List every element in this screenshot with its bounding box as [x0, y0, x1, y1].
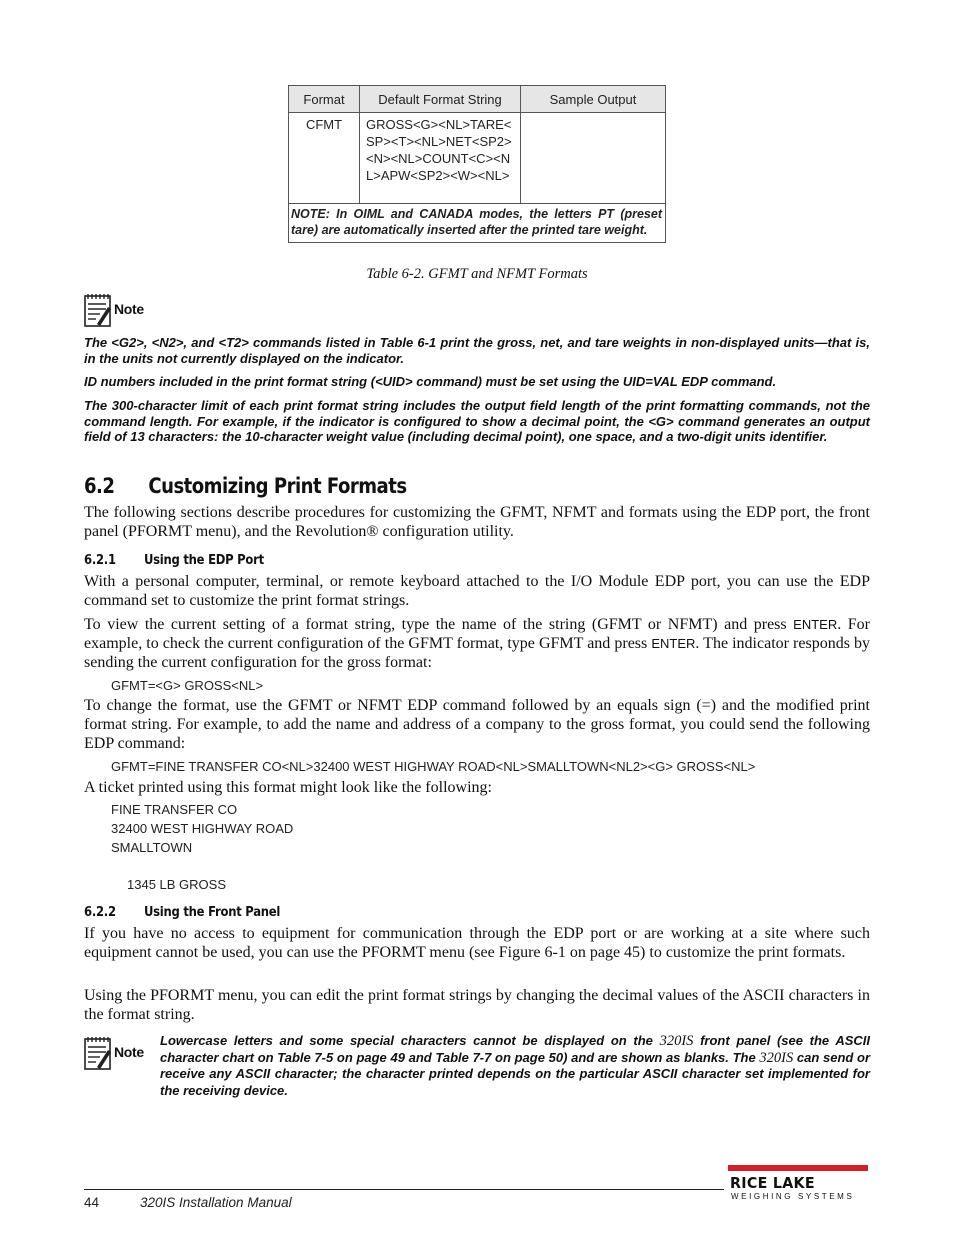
logo-text: RICE LAKE [730, 1174, 815, 1192]
note-heading [84, 293, 144, 327]
subsection-number: 6.2.2 [84, 904, 116, 920]
page-number: 44 [84, 1195, 100, 1210]
paragraph: If you have no access to equipment for communication through the EDP port or are working at a site where such equipment cannot be used, you can use the PFORMT menu (see Figure 6-1 on page 45) to customize the print formats. [84, 925, 870, 961]
note-paragraph: ID numbers included in the print format string (<UID> command) must be set using the UID=VAL EDP command. [84, 374, 777, 389]
subsection-title: Using the EDP Port [143, 552, 264, 568]
note-label: Note [114, 301, 144, 317]
subsection-number: 6.2.1 [84, 552, 116, 568]
col-header-default-string: Default Format String [360, 86, 521, 113]
ticket-line: FINE TRANSFER CO [111, 802, 238, 817]
cell-format: CFMT [289, 113, 360, 204]
subsection-title: Using the Front Panel [143, 904, 281, 920]
paragraph: Using the PFORMT menu, you can edit the print format strings by changing the decimal values of the ASCII characters in the format string. [84, 987, 870, 1023]
col-header-format: Format [289, 86, 360, 113]
ticket-line: SMALLTOWN [111, 840, 193, 855]
note-paragraph: Lowercase letters and some special characters cannot be displayed on the 320IS front panel (see the ASCII character chart on Table 7-5 on page 49 and Table 7-7 on page 50) and are shown as blanks. The 320IS can send or receive any ASCII character; the character printed depends on the particular ASCII character set implemented for the receiving device. [160, 1033, 871, 1098]
table-header-row [289, 86, 666, 113]
section-title: Customizing Print Formats [148, 474, 407, 498]
section-number: 6.2 [84, 474, 115, 498]
model-name: 320IS [759, 1049, 794, 1066]
code-line: GFMT=FINE TRANSFER CO<NL>32400 WEST HIGHWAY ROAD<NL>SMALLTOWN<NL2><G> GROSS<NL> [111, 759, 756, 774]
col-header-sample-output: Sample Output [521, 86, 666, 113]
cell-default-string: GROSS<G><NL>TARE<SP><T><NL>NET<SP2><N><NL>COUNT<C><NL>APW<SP2><W><NL> [360, 113, 521, 204]
rice-lake-logo [728, 1165, 870, 1203]
logo-bar [728, 1165, 868, 1171]
section-intro: The following sections describe procedures for customizing the GFMT, NFMT and formats using the EDP port, the front panel (PFORMT menu), and the Revolution® configuration utility. [84, 504, 870, 540]
note-paragraph: The <G2>, <N2>, and <T2> commands listed in Table 6-1 print the gross, net, and tare weights in non-displayed units—that is, in the units not currently displayed on the indicator. [84, 335, 870, 366]
paragraph: To view the current setting of a format string, type the name of the string (GFMT or NFMT) and press ENTER. For example, to check the current configuration of the GFMT format, type GFMT and press ENTER. The indicator responds by sending the current configuration for the gross format: [84, 616, 870, 671]
logo-subtext: WEIGHING SYSTEMS [731, 1192, 855, 1201]
paragraph: With a personal computer, terminal, or remote keyboard attached to the I/O Module EDP port, you can use the EDP command set to customize the print format strings. [84, 573, 870, 609]
table-note: NOTE: In OIML and CANADA modes, the letters PT (preset tare) are automatically inserted after the printed tare weight. [289, 204, 666, 243]
notepad-icon [84, 293, 112, 327]
paragraph: To change the format, use the GFMT or NFMT EDP command followed by an equals sign (=) and the modified print format string. For example, to add the name and address of a company to the gross format, you could send the following EDP command: [84, 697, 870, 752]
note-heading [84, 1036, 144, 1070]
ticket-line: 32400 WEST HIGHWAY ROAD [111, 821, 294, 836]
note-paragraph: The 300-character limit of each print format string includes the output field length of the print formatting commands, not the command length. For example, if the indicator is configured to show a decimal point, the <G> command generates an output field of 13 characters: the 10-character weight value (including decimal point), one space, and a two-digit units identifier. [84, 398, 870, 444]
notepad-icon [84, 1036, 112, 1070]
enter-key-label: ENTER [651, 636, 696, 651]
subsection-heading [84, 904, 280, 920]
note-label: Note [114, 1044, 144, 1060]
format-table [288, 85, 666, 243]
table-caption: Table 6-2. GFMT and NFMT Formats [366, 266, 588, 282]
table-row [289, 113, 666, 204]
code-line: GFMT=<G> GROSS<NL> [111, 678, 264, 693]
footer-rule [84, 1189, 724, 1190]
ticket-line: 1345 LB GROSS [127, 877, 226, 892]
model-name: 320IS [659, 1033, 694, 1049]
subsection-heading [84, 552, 264, 568]
section-heading [84, 474, 407, 498]
cell-sample-output [521, 113, 666, 204]
table-note-row [289, 204, 666, 243]
enter-key-label: ENTER [793, 617, 838, 632]
manual-title: 320IS Installation Manual [140, 1195, 292, 1210]
paragraph: A ticket printed using this format might look like the following: [84, 779, 492, 796]
